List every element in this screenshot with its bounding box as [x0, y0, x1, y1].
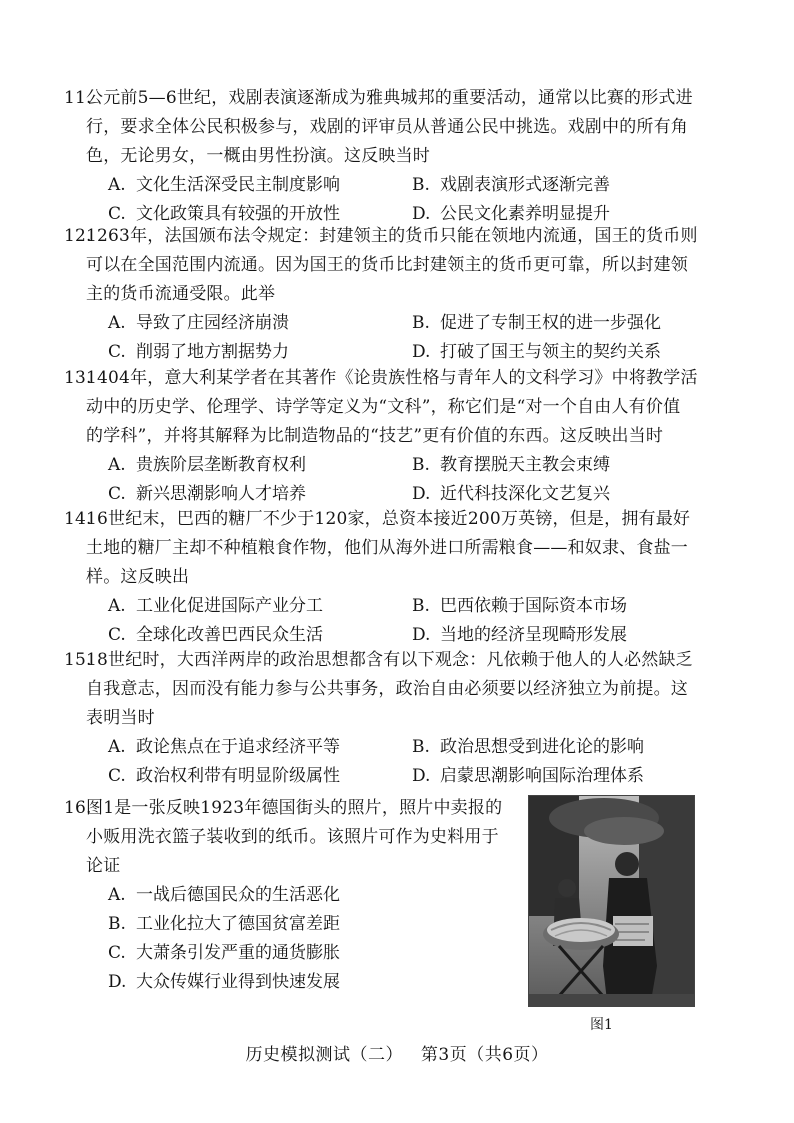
options-grid	[86, 171, 738, 229]
exam-title: 历史模拟测试（二）	[245, 1045, 403, 1065]
question-14	[64, 505, 738, 650]
option-a[interactable]: A. 一战后德国民众的生活恶化	[108, 885, 340, 905]
option-d[interactable]: D. 公民文化素养明显提升	[412, 204, 610, 224]
question-number: 15.	[64, 650, 92, 670]
question-stem-line: 表明当时	[86, 708, 155, 728]
option-c[interactable]: C. 新兴思潮影响人才培养	[108, 484, 306, 504]
question-stem-line: 18世纪时，大西洋两岸的政治思想都含有以下观念：凡依赖于他人的人必然缺乏	[86, 650, 693, 670]
question-stem-line: 1263年，法国颁布法令规定：封建领主的货币只能在领地内流通，国王的货币则	[86, 226, 698, 246]
option-b[interactable]: B. 教育摆脱天主教会束缚	[412, 455, 610, 475]
question-stem-line: 可以在全国范围内流通。因为国王的货币比封建领主的货币更可靠，所以封建领	[86, 255, 688, 275]
option-c[interactable]: C. 削弱了地方割据势力	[108, 342, 289, 362]
option-d[interactable]: D. 大众传媒行业得到快速发展	[108, 972, 340, 992]
options-list	[86, 881, 526, 997]
option-b[interactable]: B. 促进了专制王权的进一步强化	[412, 313, 661, 333]
question-15	[64, 646, 738, 791]
option-d[interactable]: D. 当地的经济呈现畸形发展	[412, 625, 627, 645]
option-d[interactable]: D. 近代科技深化文艺复兴	[412, 484, 610, 504]
question-16	[64, 794, 526, 997]
question-number: 14.	[64, 509, 92, 529]
question-stem-line: 色，无论男女，一概由男性扮演。这反映当时	[86, 146, 430, 166]
option-a[interactable]: A. 工业化促进国际产业分工	[108, 596, 323, 616]
option-c[interactable]: C. 大萧条引发严重的通货膨胀	[108, 943, 340, 963]
option-a[interactable]: A. 贵族阶层垄断教育权利	[108, 455, 306, 475]
question-stem-line: 样。这反映出	[86, 567, 190, 587]
question-12	[64, 222, 738, 367]
question-number: 11.	[64, 88, 92, 108]
option-d[interactable]: D. 打破了国王与领主的契约关系	[412, 342, 661, 362]
page-footer	[0, 1040, 794, 1065]
options-grid	[86, 309, 738, 367]
option-b[interactable]: B. 巴西依赖于国际资本市场	[412, 596, 627, 616]
options-grid	[86, 451, 738, 509]
option-d[interactable]: D. 启蒙思潮影响国际治理体系	[412, 766, 644, 786]
question-stem-line: 图1是一张反映1923年德国街头的照片，照片中卖报的	[86, 798, 503, 818]
question-stem-line: 小贩用洗衣篮子装收到的纸币。该照片可作为史料用于	[86, 827, 499, 847]
question-stem-line: 主的货币流通受限。此举	[86, 284, 276, 304]
question-stem-line: 公元前5—6世纪，戏剧表演逐渐成为雅典城邦的重要活动，通常以比赛的形式进	[86, 88, 693, 108]
historical-photo-newspaper-vendor-icon	[528, 795, 695, 1007]
question-stem-line: 的学科”，并将其解释为比制造物品的“技艺”更有价值的东西。这反映出当时	[86, 426, 664, 446]
question-stem-line: 1404年，意大利某学者在其著作《论贵族性格与青年人的文科学习》中将教学活	[86, 368, 698, 388]
options-grid	[86, 592, 738, 650]
question-stem-line: 行，要求全体公民积极参与，戏剧的评审员从普通公民中挑选。戏剧中的所有角	[86, 117, 688, 137]
question-stem-line: 土地的糖厂主却不种植粮食作物，他们从海外进口所需粮食——和奴隶、食盐一	[86, 538, 688, 558]
question-13	[64, 364, 738, 509]
option-c[interactable]: C. 全球化改善巴西民众生活	[108, 625, 323, 645]
question-number: 13.	[64, 368, 92, 388]
question-stem-line: 自我意志，因而没有能力参与公共事务，政治自由必须要以经济独立为前提。这	[86, 679, 688, 699]
option-b[interactable]: B. 戏剧表演形式逐渐完善	[412, 175, 610, 195]
question-stem-line: 论证	[86, 856, 121, 876]
options-grid	[86, 733, 738, 791]
question-number: 16.	[64, 798, 92, 818]
option-b[interactable]: B. 政治思想受到进化论的影响	[412, 737, 644, 757]
question-stem-line: 16世纪末，巴西的糖厂不少于120家，总资本接近200万英镑，但是，拥有最好	[86, 509, 691, 529]
page-number: 第3页（共6页）	[420, 1045, 549, 1065]
option-a[interactable]: A. 导致了庄园经济崩溃	[108, 313, 289, 333]
figure-caption: 图1	[590, 1017, 613, 1033]
question-stem-line: 动中的历史学、伦理学、诗学等定义为“文科”，称它们是“对一个自由人有价值	[86, 397, 681, 417]
option-c[interactable]: C. 政治权利带有明显阶级属性	[108, 766, 340, 786]
question-number: 12.	[64, 226, 92, 246]
option-a[interactable]: A. 文化生活深受民主制度影响	[108, 175, 340, 195]
option-c[interactable]: C. 文化政策具有较强的开放性	[108, 204, 340, 224]
option-b[interactable]: B. 工业化拉大了德国贫富差距	[108, 914, 340, 934]
option-a[interactable]: A. 政论焦点在于追求经济平等	[108, 737, 340, 757]
question-11	[64, 84, 738, 229]
